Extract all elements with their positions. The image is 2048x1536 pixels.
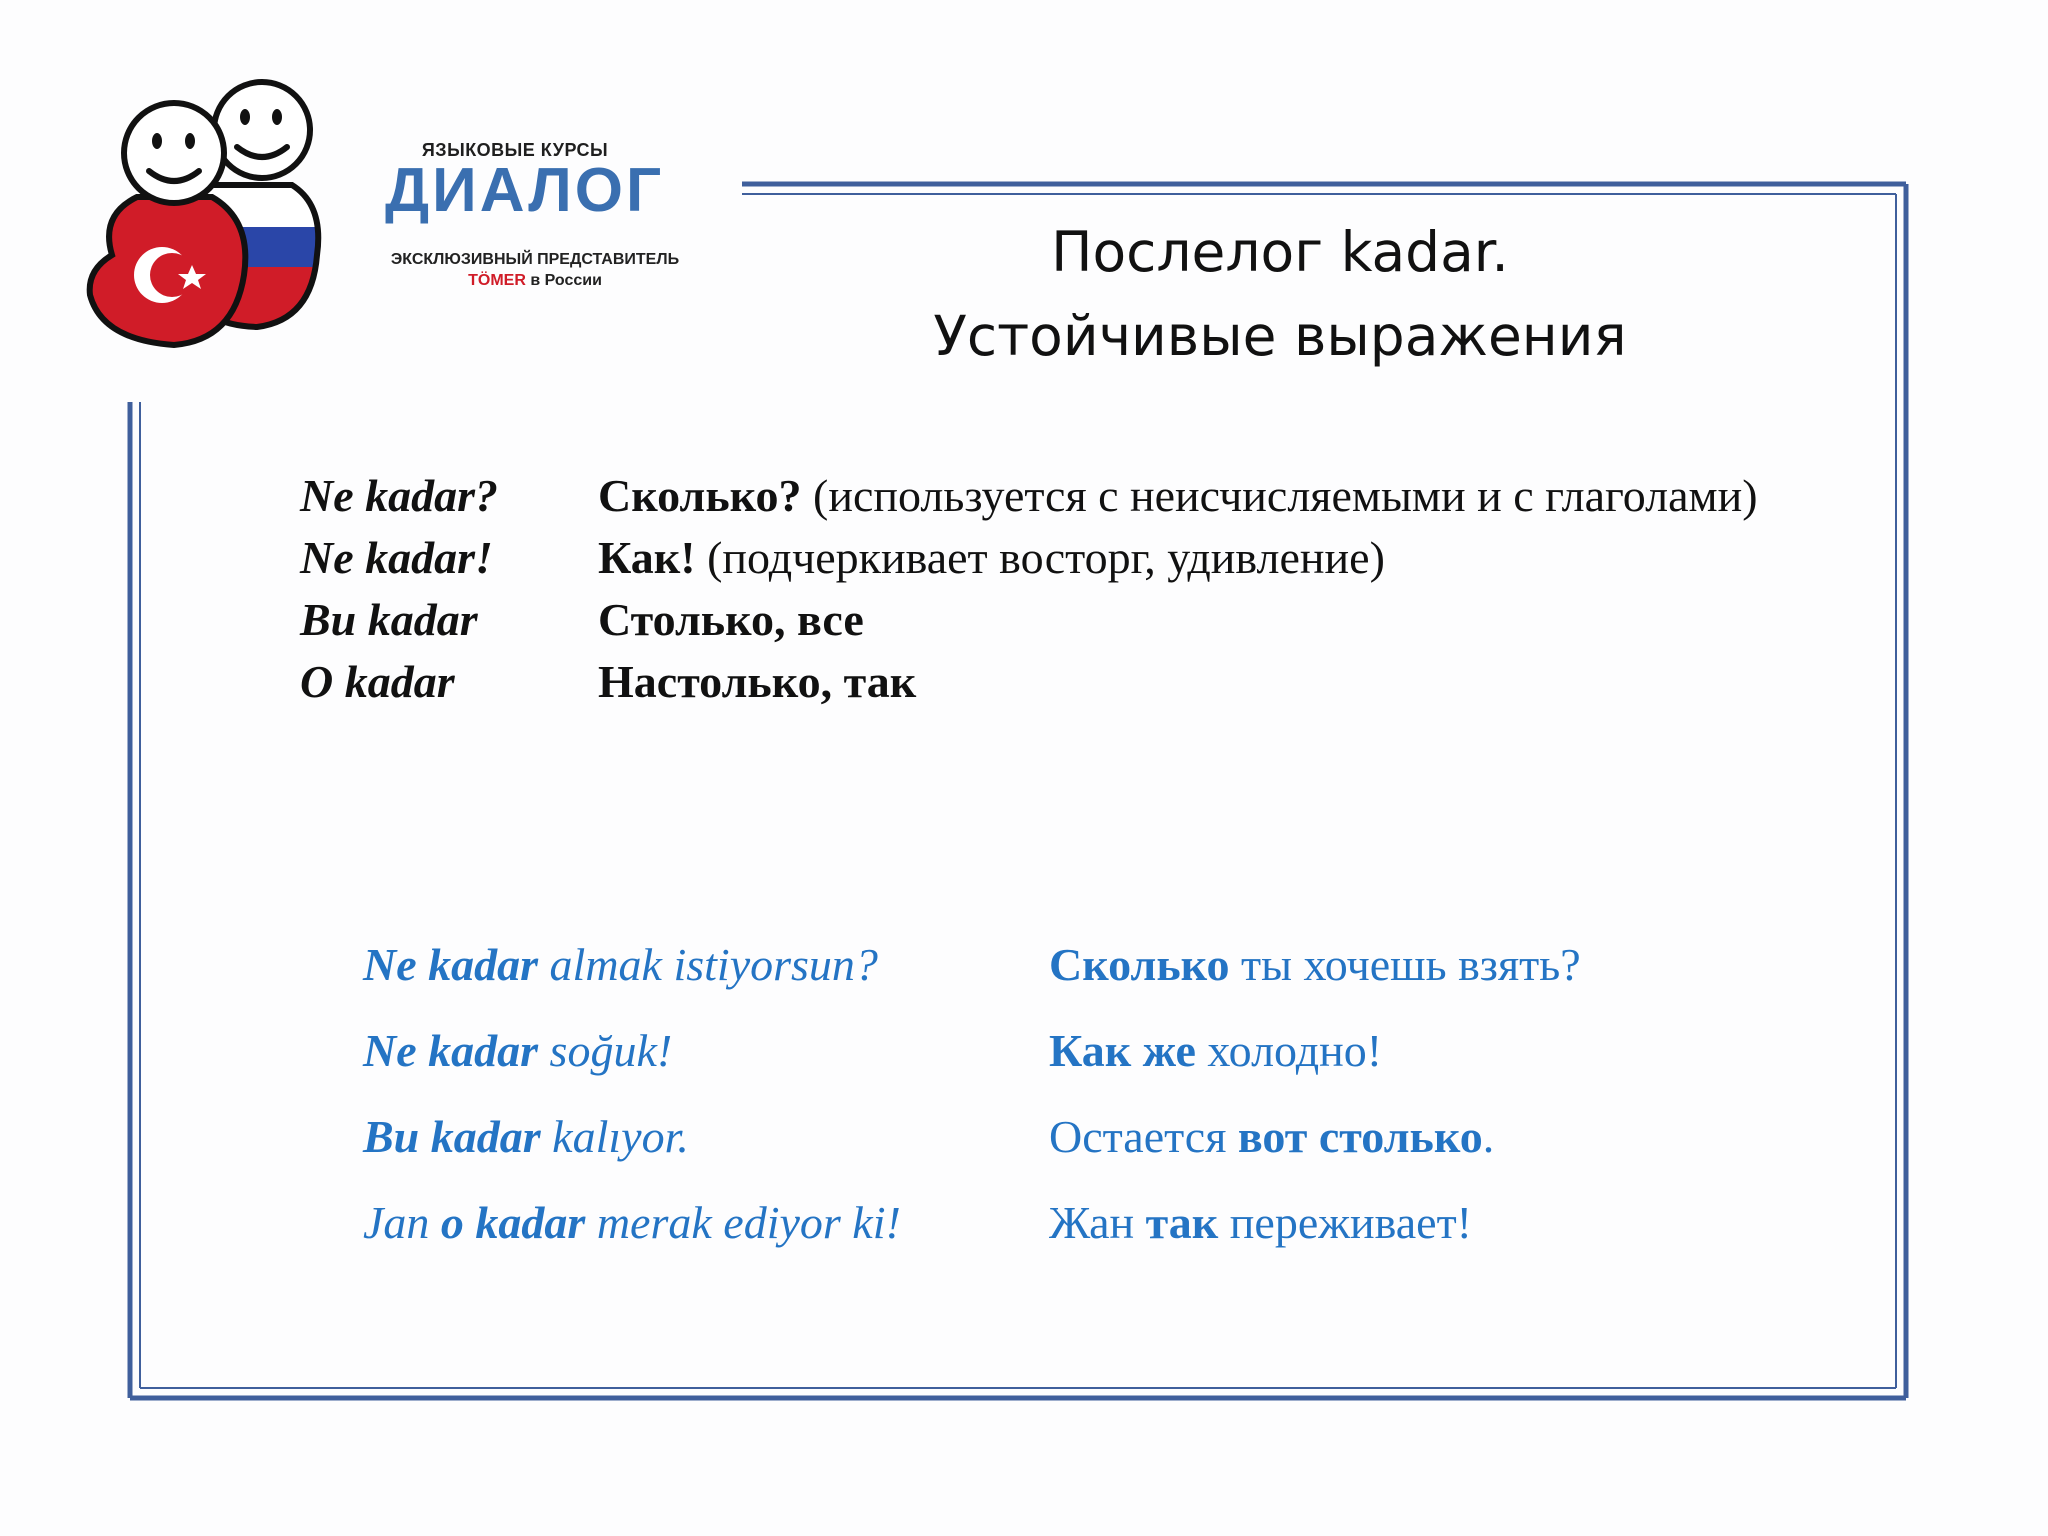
example-part: soğuk! <box>538 1025 673 1076</box>
example-turkish <box>363 1107 689 1167</box>
example-russian <box>1049 1193 1472 1253</box>
examples-list <box>363 935 1763 1279</box>
example-turkish <box>363 1193 901 1253</box>
definition-row <box>300 465 1762 527</box>
example-part: kalıyor. <box>540 1111 689 1162</box>
definition-meaning: Столько, все <box>598 594 864 645</box>
logo-tomer-name: TÖMER <box>468 272 526 289</box>
example-turkish <box>363 1021 672 1081</box>
definition-body <box>598 589 1762 651</box>
example-part: Ne kadar <box>363 939 539 990</box>
definition-row <box>300 651 1762 713</box>
definition-body <box>598 465 1762 527</box>
definition-body <box>598 651 1762 713</box>
definition-term: O kadar <box>300 656 455 707</box>
definition-term: Bu kadar <box>300 594 478 645</box>
example-part: o kadar <box>440 1197 586 1248</box>
example-russian <box>1049 1021 1382 1081</box>
definition-note: (подчеркивает восторг, удивление) <box>695 532 1385 583</box>
example-row <box>363 1193 1763 1279</box>
logo-tomer-suffix: в России <box>525 272 602 289</box>
title-line-2: Устойчивые выражения <box>933 304 1627 368</box>
definition-body <box>598 527 1762 589</box>
example-russian <box>1049 935 1581 995</box>
definition-term: Ne kadar? <box>300 470 499 521</box>
definition-meaning: Как! <box>598 532 696 583</box>
example-part: Jan <box>363 1197 441 1248</box>
example-part: almak istiyorsun? <box>538 939 878 990</box>
definition-row <box>300 589 1762 651</box>
example-part: Как же <box>1049 1025 1196 1076</box>
example-part: вот столько <box>1237 1111 1483 1162</box>
definitions-list <box>300 465 1762 713</box>
example-part: переживает! <box>1218 1197 1472 1248</box>
example-russian <box>1049 1107 1494 1167</box>
definition-meaning: Сколько? <box>598 470 802 521</box>
example-part: холодно! <box>1195 1025 1383 1076</box>
example-part: так <box>1145 1197 1219 1248</box>
example-row <box>363 935 1763 1021</box>
example-part: Жан <box>1049 1197 1146 1248</box>
logo-brand: ДИАЛОГ <box>385 156 665 225</box>
definition-term: Ne kadar! <box>300 532 493 583</box>
example-part: ты хочешь взять? <box>1229 939 1581 990</box>
title-line-1: Послелог kadar. <box>1051 220 1509 284</box>
definition-note: (используется с неисчисляемыми и с глаголами) <box>801 470 1758 521</box>
example-part: Сколько <box>1049 939 1230 990</box>
definition-row <box>300 527 1762 589</box>
logo-subtitle: ЭКСКЛЮЗИВНЫЙ ПРЕДСТАВИТЕЛЬ <box>390 251 680 268</box>
example-part: merak ediyor ki! <box>585 1197 901 1248</box>
example-part: . <box>1482 1111 1495 1162</box>
example-row <box>363 1107 1763 1193</box>
example-row <box>363 1021 1763 1107</box>
page-title <box>830 210 1730 378</box>
logo-top-line: ЯЗЫКОВЫЕ КУРСЫ <box>421 140 609 160</box>
example-turkish <box>363 935 878 995</box>
example-part: Остается <box>1049 1111 1238 1162</box>
example-part: Ne kadar <box>363 1025 539 1076</box>
definition-meaning: Настолько, так <box>598 656 917 707</box>
example-part: Bu kadar <box>363 1111 541 1162</box>
